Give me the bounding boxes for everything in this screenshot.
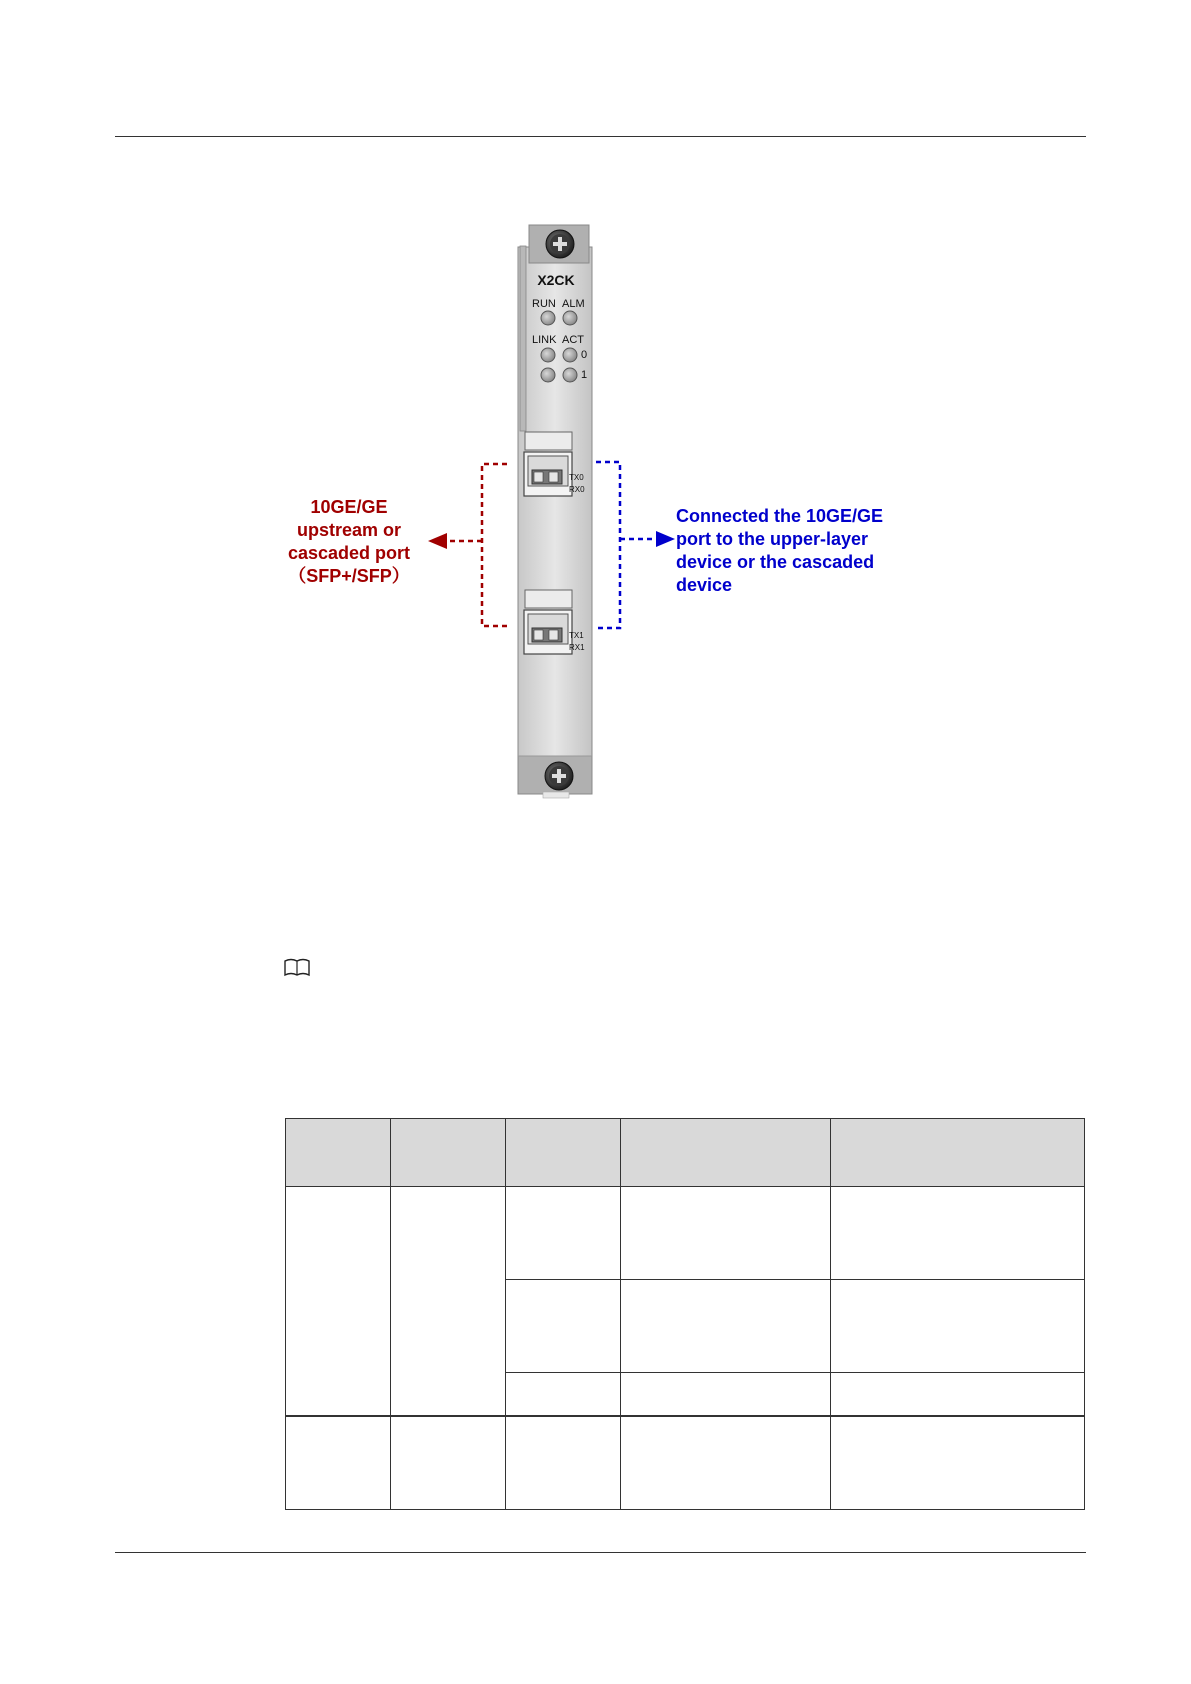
table-cell [831, 1416, 1085, 1510]
port-1-rx-label: RX1 [569, 643, 585, 652]
led-row-label-0: 0 [581, 349, 588, 361]
table-cell [621, 1187, 831, 1280]
port-1-tx-label: TX1 [569, 631, 584, 640]
table-cell [506, 1187, 621, 1280]
led-label-alm: ALM [562, 298, 585, 310]
act-led-1 [563, 368, 577, 382]
table-cell [831, 1187, 1085, 1280]
right-callout-line-4: device [676, 575, 733, 595]
table-header-cell [621, 1119, 831, 1187]
alm-led [563, 311, 577, 325]
right-callout-line-3: device or the cascaded [676, 552, 875, 572]
board-panel [518, 225, 592, 798]
table-cell [621, 1373, 831, 1417]
port-0-tx-label: TX0 [569, 473, 584, 482]
table-cell [506, 1416, 621, 1510]
table-header-row [286, 1119, 1085, 1187]
port-0-rx-label: RX0 [569, 485, 585, 494]
table-cell [831, 1373, 1085, 1417]
info-table [285, 1118, 1085, 1510]
run-led [541, 311, 555, 325]
right-bracket-arrow [596, 462, 656, 628]
sfp-port-1[interactable] [524, 590, 572, 654]
left-arrowhead-icon [428, 533, 447, 549]
table-header-cell [506, 1119, 621, 1187]
table-cell [506, 1373, 621, 1417]
link-led-0 [541, 348, 555, 362]
table-cell [621, 1416, 831, 1510]
table-cell [286, 1416, 391, 1510]
board-name: X2CK [537, 272, 575, 288]
right-callout-line-1: Connected the 10GE/GE [676, 506, 884, 526]
right-callout-line-2: port to the upper-layer [676, 529, 869, 549]
table-cell [391, 1187, 506, 1417]
left-callout-line-1: 10GE/GE [310, 497, 388, 517]
led-row-label-1: 1 [581, 369, 588, 381]
bottom-screw-icon [545, 762, 573, 790]
left-callout-line-3: cascaded port [287, 543, 411, 563]
led-label-link: LINK [532, 334, 557, 346]
table-cell [621, 1280, 831, 1373]
footer-rule [115, 1552, 1086, 1553]
act-led-0 [563, 348, 577, 362]
led-label-act: ACT [562, 334, 584, 346]
link-led-1 [541, 368, 555, 382]
book-icon [283, 958, 311, 978]
table-row [286, 1187, 1085, 1280]
table-cell [391, 1416, 506, 1510]
table-header-cell [286, 1119, 391, 1187]
table-cell [831, 1280, 1085, 1373]
table-header-cell [391, 1119, 506, 1187]
table-header-cell [831, 1119, 1085, 1187]
left-bracket-arrow [447, 464, 507, 626]
table-cell [506, 1280, 621, 1373]
left-callout-line-4: （SFP+/SFP） [288, 566, 410, 586]
left-callout-line-2: upstream or [296, 520, 402, 540]
table-row [286, 1416, 1085, 1510]
sfp-port-0[interactable] [524, 432, 572, 496]
table-cell [286, 1187, 391, 1417]
top-screw-icon [546, 230, 574, 258]
board-figure [0, 0, 1191, 830]
led-label-run: RUN [532, 298, 556, 310]
right-arrowhead-icon [656, 531, 675, 547]
